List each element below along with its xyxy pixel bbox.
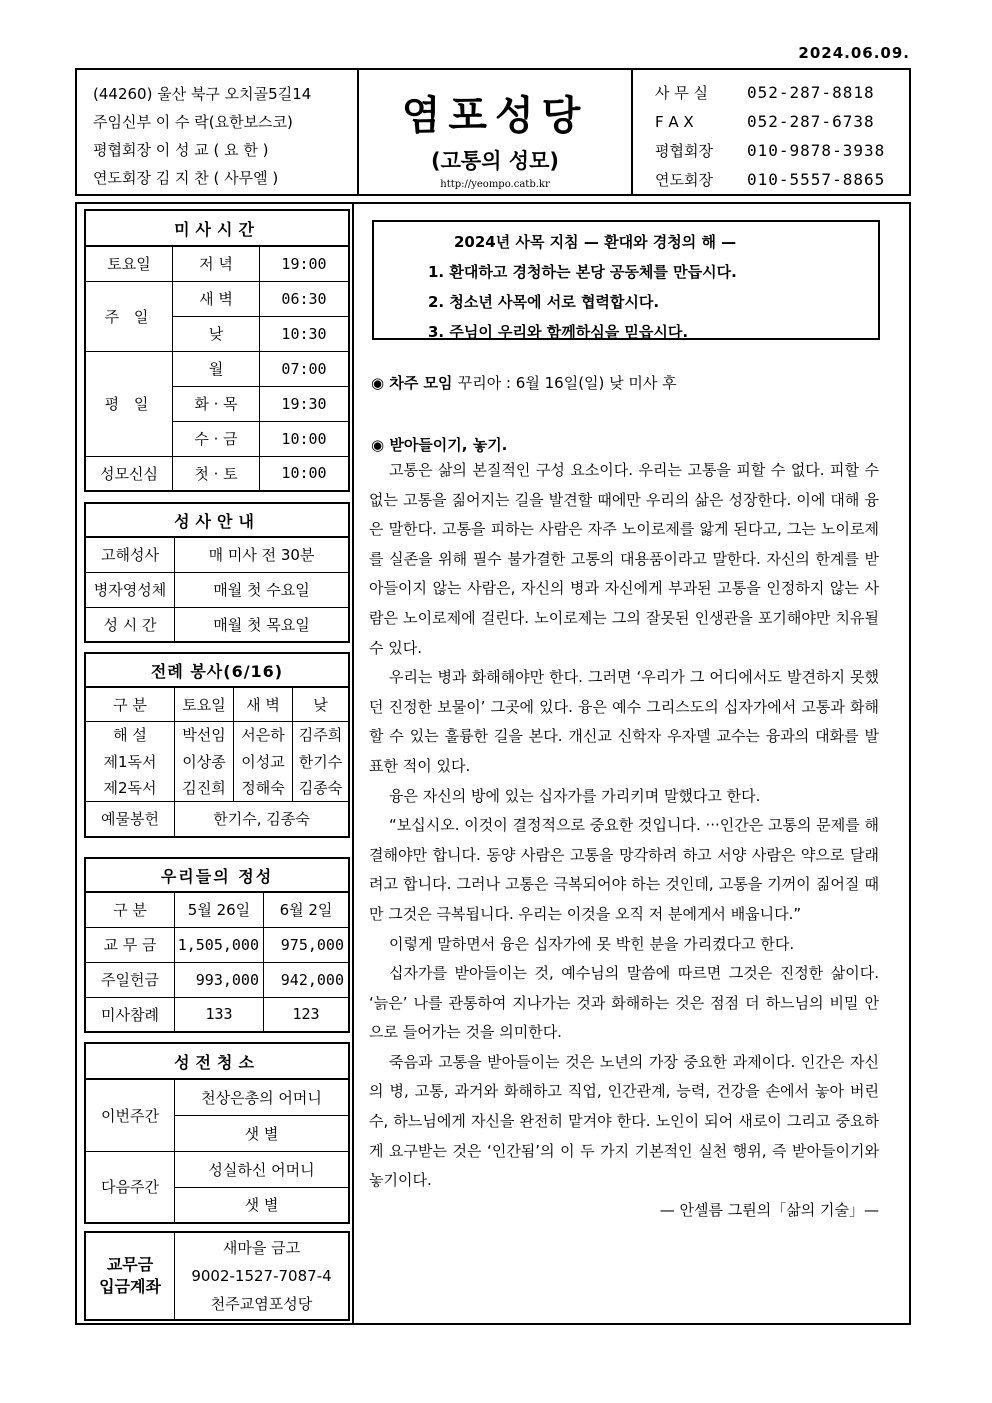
cell: 서은하 (234, 721, 293, 748)
address: (44260) 울산 북구 오치골5길14 (93, 85, 312, 103)
mass-hour: 10:00 (260, 456, 350, 491)
row-label: 이번주간 (85, 1079, 175, 1151)
col-header: 토요일 (175, 687, 234, 721)
contact-label: F A X (655, 113, 694, 131)
mass-hour: 07:00 (260, 351, 350, 386)
row-label: 고해성사 (85, 537, 175, 572)
row-label: 해 설 (85, 721, 175, 748)
pastoral-policy-box (372, 220, 880, 340)
row-value: 매월 첫 목요일 (175, 607, 350, 642)
cell: 성실하신 어머니 (175, 1151, 350, 1187)
row-label: 주 일 (85, 281, 173, 351)
notice-text: 꾸리아 : 6월 16일(일) 낮 미사 후 (457, 374, 677, 392)
notice-line (371, 372, 677, 393)
cell: 샛 별 (175, 1115, 350, 1151)
liturgy-table (84, 652, 350, 838)
right-column (354, 204, 909, 1323)
mass-hour: 19:00 (260, 246, 350, 281)
row-label: 교 무 금 (85, 927, 175, 962)
church-subtitle: (고통의 성모) (431, 149, 559, 173)
header-box (75, 68, 911, 196)
row-label: 성 시 간 (85, 607, 175, 642)
row-label: 주일헌금 (85, 962, 175, 997)
cell: 김종숙 (293, 774, 350, 801)
contact-label: 평협회장 (655, 142, 713, 160)
offering-table (84, 857, 350, 1033)
mass-slot: 월 (173, 351, 260, 386)
mass-slot: 화 · 목 (173, 386, 260, 421)
col-header: 6월 2일 (264, 892, 350, 927)
mass-slot: 새 벽 (173, 281, 260, 316)
contact-row (655, 78, 909, 107)
cell: 1,505,000 (175, 927, 264, 962)
essay-heading (371, 434, 507, 455)
mass-slot: 저 녁 (173, 246, 260, 281)
cleaning-table (84, 1042, 350, 1224)
mass-hour: 06:30 (260, 281, 350, 316)
row-label: 평 일 (85, 351, 173, 456)
church-name: 염포성당 (401, 93, 589, 139)
contact-value: 052-287-6738 (747, 112, 875, 131)
header-info (77, 70, 359, 194)
account-info (175, 1232, 350, 1320)
row-value: 한기수, 김종숙 (175, 801, 350, 837)
essay-paragraph: 죽음과 고통을 받아들이는 것은 노년의 가장 중요한 과제이다. 인간은 자신의 병, 고통, 과거와 화해하고 직업, 인간관계, 능력, 건강을 손에서 놓아 버린 수, 하느님에게 자신을 완전히 맡겨야 한다. 노인이 되어 새로이 그리고 중요하게 요구받는 것은 ‘인간됨’의 이 두 가지 기본적인 실천 행위, 즉 받아들이기와 놓기이다. (369, 1052, 879, 1190)
cell: 샛 별 (175, 1187, 350, 1223)
essay-paragraph: 고통은 삶의 본질적인 구성 요소이다. 우리는 고통을 피할 수 없다. 피할 수 없는 고통을 짊어지는 길을 발견할 때에만 우리의 삶은 성장한다. 이에 대해 융은 말한다. 고통을 피하는 사람은 자주 노이로제를 앓게 된다고, 그는 노이로제를 실존을 위해 필수 불가결한 고통의 대용품이라고 말한다. 자신의 한계를 받아들이지 않는 사람은, 자신의 병과 자신에게 부과된 고통을 인정하지 않는 사람은 노이로제에 걸린다. 노이로제는 그의 잘못된 인생관을 포기해야만 치유될 수 있다. (369, 461, 879, 657)
essay-paragraph: 이렇게 말하면서 융은 십자가에 못 박힌 분을 가리켰다고 한다. (389, 934, 795, 953)
policy-item: 2. 청소년 사목에 서로 협력합시다. (428, 293, 660, 311)
essay-paragraph: “보십시오. 이것이 결정적으로 중요한 것입니다. ···인간은 고통의 문제를 해결해야만 합니다. 동양 사람은 고통을 망각하려 하고 서양 사람은 약으로 달래려고 합니다. 그러나 고통은 극복되어야 하는 것인데, 고통을 기꺼이 짊어질 때만 그것은 극복됩니다. 우리는 이것을 오직 저 분에게서 배웁니다.” (369, 816, 879, 923)
contact-row (655, 165, 909, 194)
contact-row (655, 107, 909, 136)
essay-title: 받아들이기, 놓기. (389, 436, 508, 454)
cell: 942,000 (264, 962, 350, 997)
mass-slot: 수 · 금 (173, 421, 260, 456)
account-table (84, 1231, 350, 1321)
church-title-block (359, 70, 633, 194)
body-box (75, 202, 911, 1325)
sacrament-title: 성사안내 (85, 503, 349, 537)
mass-times-table (84, 209, 350, 492)
mass-slot: 첫 · 토 (173, 456, 260, 491)
sacrament-table (84, 502, 350, 643)
cell: 이성교 (234, 748, 293, 774)
memorial-president: 연도회장 김 지 찬 ( 사무엘 ) (93, 169, 279, 187)
essay-paragraph: 우리는 병과 화해해야만 한다. 그러면 ‘우리가 그 어디에서도 발견하지 못했던 진정한 보물이’ 그곳에 있다. 융은 예수 그리스도의 십자가에서 고통과 화해할 수 있는 훌륭한 길을 본다. 개신교 신학자 우자델 교수는 융과의 대화를 발표한 적이 있다. (369, 668, 879, 775)
row-label: 제1독서 (85, 748, 175, 774)
cell: 정해숙 (234, 774, 293, 801)
church-url[interactable]: http://yeompo.catb.kr (440, 179, 550, 190)
liturgy-title: 전례 봉사(6/16) (85, 653, 349, 687)
mass-times-title: 미사시간 (85, 210, 349, 246)
account-label (85, 1232, 175, 1320)
contact-value: 010-9878-3938 (747, 141, 886, 160)
cell: 김진희 (175, 774, 234, 801)
bullet-icon: ◉ (371, 436, 385, 454)
contact-value: 052-287-8818 (747, 83, 875, 102)
row-value: 매 미사 전 30분 (175, 537, 350, 572)
council-president: 평협회장 이 성 교 ( 요 한 ) (93, 141, 269, 159)
col-header: 5월 26일 (175, 892, 264, 927)
row-label: 병자영성체 (85, 572, 175, 607)
col-header: 낮 (293, 687, 350, 721)
contact-label: 연도회장 (655, 171, 713, 189)
policy-item: 3. 주님이 우리와 함께하심을 믿읍시다. (428, 323, 689, 341)
account-number: 9002-1527-7087-4 (191, 1267, 332, 1285)
row-label: 성모신심 (85, 456, 173, 491)
mass-hour: 19:30 (260, 386, 350, 421)
cell: 993,000 (175, 962, 264, 997)
cell: 천상은총의 어머니 (175, 1079, 350, 1115)
row-value: 매월 첫 수요일 (175, 572, 350, 607)
mass-slot: 낮 (173, 316, 260, 351)
cell: 975,000 (264, 927, 350, 962)
bullet-icon: ◉ (371, 374, 385, 392)
mass-hour: 10:00 (260, 421, 350, 456)
account-label-1: 교무금 (106, 1255, 154, 1274)
essay-body (369, 456, 879, 1225)
cell: 133 (175, 997, 264, 1032)
contact-value: 010-5557-8865 (747, 170, 886, 189)
contact-list (633, 70, 909, 194)
cell: 123 (264, 997, 350, 1032)
row-label: 다음주간 (85, 1151, 175, 1223)
contact-row (655, 136, 909, 165)
col-header: 새 벽 (234, 687, 293, 721)
left-column (77, 204, 354, 1323)
essay-paragraph: 융은 자신의 방에 있는 십자가를 가리키며 말했다고 한다. (389, 786, 761, 805)
row-label: 토요일 (85, 246, 173, 281)
row-label: 미사참례 (85, 997, 175, 1032)
cell: 김주희 (293, 721, 350, 748)
essay-source: — 안셀름 그륀의「삶의 기술」— (659, 1200, 879, 1219)
mass-hour: 10:30 (260, 316, 350, 351)
col-header: 구 분 (85, 687, 175, 721)
notice-title: 차주 모임 (389, 374, 453, 392)
account-holder: 천주교염포성당 (210, 1295, 313, 1313)
row-label: 제2독서 (85, 774, 175, 801)
offering-title: 우리들의 정성 (85, 858, 349, 892)
cell: 박선임 (175, 721, 234, 748)
policy-item: 1. 환대하고 경청하는 본당 공동체를 만듭시다. (428, 263, 737, 281)
contact-label: 사 무 실 (655, 84, 709, 102)
account-label-2: 입금계좌 (99, 1277, 161, 1296)
row-label: 예물봉헌 (85, 801, 175, 837)
bulletin-date: 2024.06.09. (798, 44, 910, 62)
essay-paragraph: 십자가를 받아들이는 것, 예수님의 말씀에 따르면 그것은 진정한 삶이다. ‘늙은’ 나를 관통하여 지나가는 것과 화해하는 것은 점점 더 하느님의 비밀 안으로 들어가는 것을 의미한다. (369, 964, 879, 1042)
policy-title: 2024년 사목 지침 — 환대와 경청의 해 — (454, 233, 737, 251)
bank-name: 새마을 금고 (222, 1239, 301, 1257)
cell: 한기수 (293, 748, 350, 774)
col-header: 구 분 (85, 892, 175, 927)
cell: 이상종 (175, 748, 234, 774)
cleaning-title: 성전청소 (85, 1043, 349, 1079)
pastor: 주임신부 이 수 락(요한보스코) (93, 113, 293, 131)
